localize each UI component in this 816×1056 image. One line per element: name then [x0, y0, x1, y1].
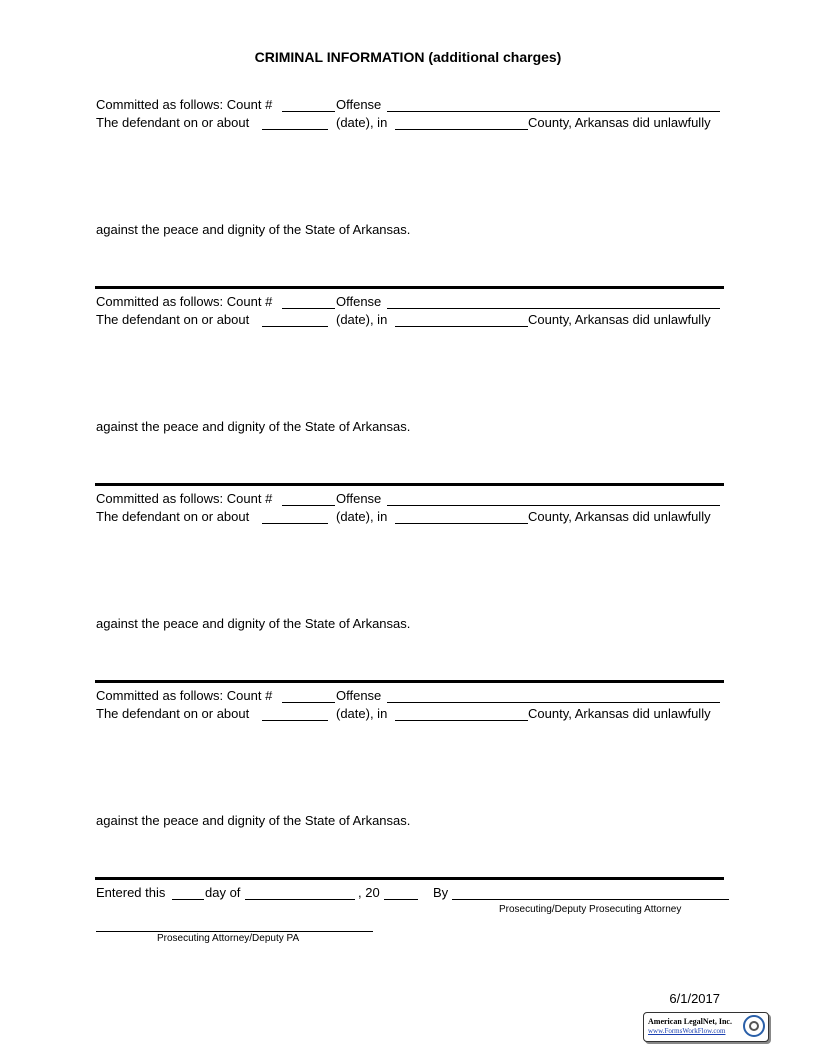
defendant-label: The defendant on or about [96, 312, 250, 327]
defendant-label: The defendant on or about [96, 509, 250, 524]
section-divider [95, 680, 724, 683]
prosecuting-attorney-caption: Prosecuting/Deputy Prosecuting Attorney [499, 904, 682, 915]
peace-text: against the peace and dignity of the State of Arkansas. [96, 419, 411, 434]
county-label: County, Arkansas did unlawfully [528, 509, 711, 524]
count-number-field[interactable] [282, 688, 335, 703]
county-label: County, Arkansas did unlawfully [528, 706, 711, 721]
committed-label: Committed as follows: Count # [96, 688, 273, 703]
form-date: 6/1/2017 [669, 991, 720, 1006]
county-field[interactable] [395, 312, 528, 327]
peace-text: against the peace and dignity of the State of Arkansas. [96, 813, 411, 828]
offense-field[interactable] [387, 688, 720, 703]
prosecuting-attorney-signature-field[interactable] [452, 885, 729, 900]
pa-caption: Prosecuting Attorney/Deputy PA [157, 933, 300, 944]
county-label: County, Arkansas did unlawfully [528, 312, 711, 327]
logo-url[interactable]: www.FormsWorkFlow.com [648, 1027, 726, 1035]
date-field[interactable] [262, 706, 328, 721]
section-divider [95, 286, 724, 289]
count-number-field[interactable] [282, 294, 335, 309]
offense-label: Offense [336, 491, 382, 506]
by-label: By [433, 885, 449, 900]
offense-field[interactable] [387, 294, 720, 309]
county-field[interactable] [395, 115, 528, 130]
american-legalnet-logo[interactable] [643, 1012, 769, 1042]
peace-text: against the peace and dignity of the State of Arkansas. [96, 616, 411, 631]
offense-field[interactable] [387, 97, 720, 112]
date-field[interactable] [262, 509, 328, 524]
year-field[interactable] [384, 885, 418, 900]
date-field[interactable] [262, 312, 328, 327]
form-title: CRIMINAL INFORMATION (additional charges) [254, 49, 562, 65]
entered-label: Entered this [96, 885, 166, 900]
offense-label: Offense [336, 97, 382, 112]
offense-field[interactable] [387, 491, 720, 506]
committed-label: Committed as follows: Count # [96, 294, 273, 309]
committed-label: Committed as follows: Count # [96, 97, 273, 112]
offense-label: Offense [336, 688, 382, 703]
offense-label: Offense [336, 294, 382, 309]
peace-text: against the peace and dignity of the State of Arkansas. [96, 222, 411, 237]
count-number-field[interactable] [282, 97, 335, 112]
date-label: (date), in [336, 706, 388, 721]
date-label: (date), in [336, 312, 388, 327]
year-label: , 20 [358, 885, 380, 900]
section-divider [95, 877, 724, 880]
globe-icon [743, 1015, 765, 1037]
count-number-field[interactable] [282, 491, 335, 506]
date-field[interactable] [262, 115, 328, 130]
county-field[interactable] [395, 509, 528, 524]
day-of-label: day of [205, 885, 241, 900]
section-divider [95, 483, 724, 486]
county-field[interactable] [395, 706, 528, 721]
defendant-label: The defendant on or about [96, 115, 250, 130]
date-label: (date), in [336, 115, 388, 130]
committed-label: Committed as follows: Count # [96, 491, 273, 506]
month-field[interactable] [245, 885, 355, 900]
defendant-label: The defendant on or about [96, 706, 250, 721]
day-field[interactable] [172, 885, 204, 900]
pa-signature-field[interactable] [96, 917, 373, 932]
date-label: (date), in [336, 509, 388, 524]
logo-company: American LegalNet, Inc. [648, 1017, 732, 1026]
county-label: County, Arkansas did unlawfully [528, 115, 711, 130]
